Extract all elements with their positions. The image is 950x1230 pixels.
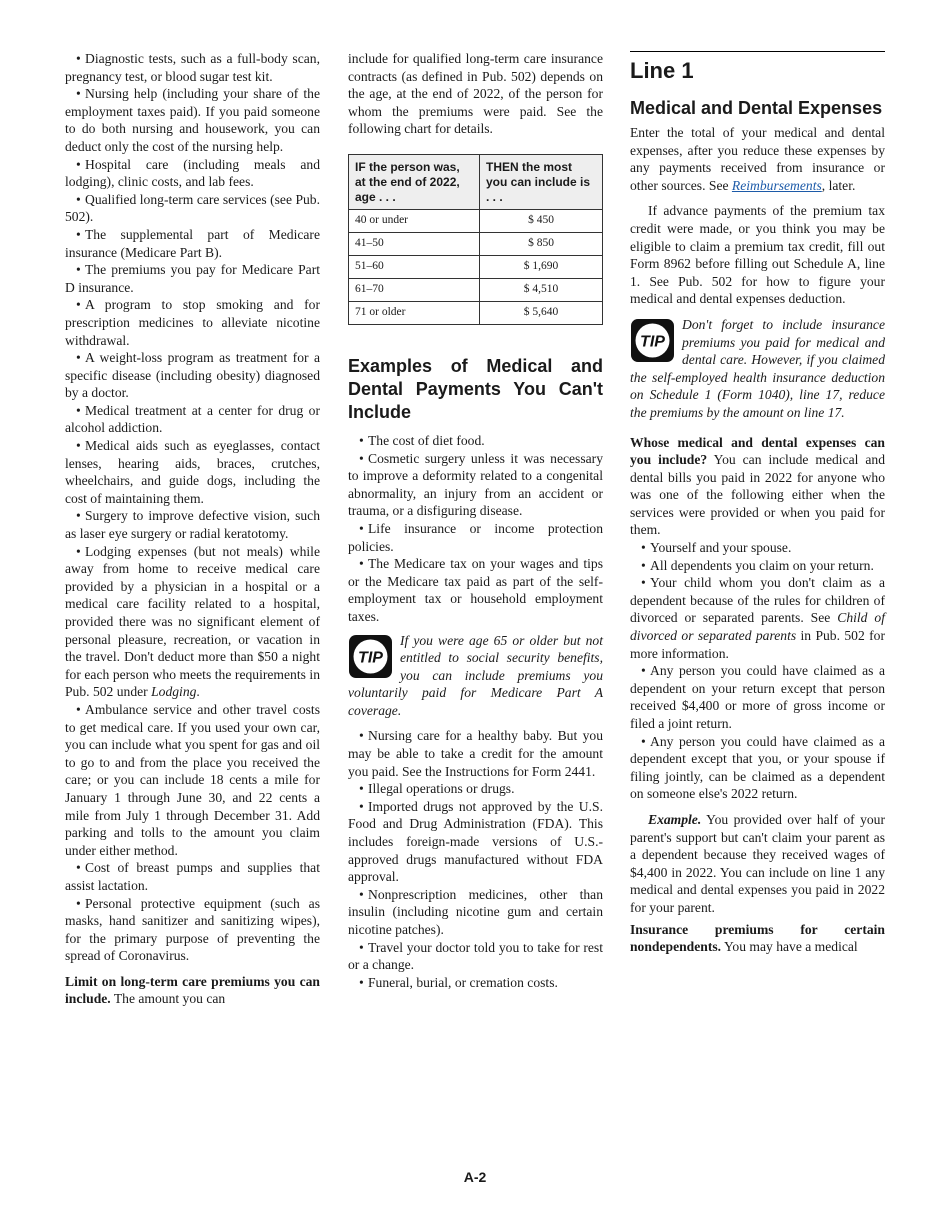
reimbursements-link[interactable]: Reimbursements — [731, 177, 822, 193]
list-item: • Ambulance service and other travel costs to get medical care. If you used your own car, you can include what you spent for gas and oil to go to and from the place you received the care; or you can include 18 cents a mile for January 1 through June 30, and 22 cents a mile from July 1 through December 31. Add parking and tolls to the amount you claim under either method. — [65, 701, 320, 859]
limit-run-in-heading: Limit on long-term care premiums you can include. — [65, 973, 320, 1007]
age-cell: 51–60 — [349, 255, 480, 278]
list-item: • Life insurance or income protection policies. — [348, 520, 603, 555]
premium-limit-table — [348, 154, 603, 325]
child-ref: Child of divorced or separated parents — [630, 610, 885, 644]
limit-paragraph — [65, 973, 320, 1008]
table-row — [349, 232, 603, 255]
list-item: • Yourself and your spouse. — [630, 539, 885, 557]
list-item — [630, 574, 885, 662]
list-item: • The premiums you pay for Medicare Part D insurance. — [65, 261, 320, 296]
lodging-ref: Lodging — [151, 684, 197, 700]
tip-text: Don't forget to include insurance premiums you paid for medical and dental care. However, if you claimed the self-employed health insurance deduction on Schedule 1 (Form 1040), line 17, reduce the premiums by the amount on line 17. — [630, 316, 885, 420]
list-item: • Cost of breast pumps and supplies that assist lactation. — [65, 859, 320, 894]
amount-cell: $ 4,510 — [480, 278, 603, 301]
insurance-run-in-heading: Insurance premiums for certain nondependents. — [630, 921, 885, 955]
svg-text:TIP: TIP — [358, 649, 383, 666]
section-rule — [630, 51, 885, 52]
whose-run-in-heading: Whose medical and dental expenses can you include? — [630, 434, 885, 468]
list-item: • Medical treatment at a center for drug or alcohol addiction. — [65, 402, 320, 437]
list-item: • Cosmetic surgery unless it was necessary to improve a deformity related to a congenital abnormality, an injury from an accident or trauma, or a disfiguring disease. — [348, 450, 603, 520]
tip-box — [348, 632, 603, 720]
list-item: • A weight-loss program as treatment for a specific disease (including obesity) diagnosed by a doctor. — [65, 349, 320, 402]
amount-cell: $ 450 — [480, 209, 603, 232]
tip-icon — [348, 634, 393, 679]
line-heading: Line 1 — [630, 58, 694, 83]
age-cell: 71 or older — [349, 301, 480, 324]
list-item: • A program to stop smoking and for prescription medicines to alleviate nicotine withdrawal. — [65, 296, 320, 349]
table-row — [349, 255, 603, 278]
p1-text: Enter the total of your medical and dental expenses, after you reduce these expenses by any payments received from insurance or other sources. See — [630, 125, 885, 193]
example-text: You provided over half of your parent's support but can't claim your parent as a dependent because they received wages of $4,400 in 2022. You can include on line 1 any medical and dental expenses you paid in 2022 for your parent. — [630, 811, 885, 915]
list-item: • Personal protective equipment (such as masks, hand sanitizer and sanitizing wipes), for the primary purpose of preventing the spread of Coronavirus. — [65, 895, 320, 965]
lodging-end: . — [196, 684, 200, 700]
examples-heading: Examples of Medical and Dental Payments You Can't Include — [348, 355, 603, 422]
page-number: A-2 — [463, 1169, 487, 1185]
age-cell: 61–70 — [349, 278, 480, 301]
intro-paragraph: include for qualified long-term care insurance contracts (as defined in Pub. 502) depends on the age, at the end of 2022, of the person for whom the premiums were paid. See the following chart for details. — [348, 51, 603, 137]
list-item: • Qualified long-term care services (see Pub. 502). — [65, 191, 320, 226]
list-item: • Surgery to improve defective vision, such as laser eye surgery or radial keratotomy. — [65, 507, 320, 542]
table-row — [349, 301, 603, 324]
lodging-text: Lodging expenses (but not meals) while away from home to receive medical care provided by a physician in a hospital or a medical care facility related to a hospital, provided there was no significant element of personal pleasure, recreation, or vacation in the travel. Don't deduct more than $50 a night for each person who meets the requirements in Pub. 502 under — [65, 543, 320, 700]
list-item: • Nonprescription medicines, other than insulin (including nicotine gum and certain nicotine patches). — [348, 886, 603, 939]
whose-paragraph — [630, 434, 885, 540]
list-item: • Any person you could have claimed as a dependent on your return except that person received $4,400 or more of gross income or filed a joint return. — [630, 662, 885, 732]
table-header-row — [349, 154, 603, 209]
limit-text: The amount you can — [110, 991, 226, 1007]
table-header-amount: THEN the most you can include is . . . — [480, 154, 603, 209]
svg-text:TIP: TIP — [640, 333, 665, 351]
intro-paragraph — [630, 124, 885, 194]
child-end: in Pub. 502 for more information. — [630, 628, 885, 661]
age-cell: 40 or under — [349, 209, 480, 232]
amount-cell: $ 850 — [480, 232, 603, 255]
p1-end: , later. — [821, 177, 856, 193]
amount-cell: $ 5,640 — [480, 301, 603, 324]
age-cell: 41–50 — [349, 232, 480, 255]
list-item: • Illegal operations or drugs. — [348, 780, 603, 798]
table-header-age: IF the person was, at the end of 2022, age . . . — [349, 154, 480, 209]
list-item: • The Medicare tax on your wages and tips or the Medicare tax paid as part of the self-employment tax or household employment taxes. — [348, 555, 603, 625]
list-item: • The supplemental part of Medicare insurance (Medicare Part B). — [65, 226, 320, 261]
list-item: • Travel your doctor told you to take for rest or a change. — [348, 939, 603, 974]
example-paragraph — [630, 811, 885, 917]
whose-text: You can include medical and dental bills you paid in 2022 for anyone who was one of the following either when the services were provided or when you paid for them. — [630, 452, 885, 538]
column-3 — [630, 50, 885, 956]
list-item: • Funeral, burial, or cremation costs. — [348, 974, 603, 992]
list-item: • Nursing help (including your share of the employment taxes paid). If you paid someone to do both nursing and housework, you can deduct only the cost of the nursing help. — [65, 85, 320, 155]
list-item: • Nursing care for a healthy baby. But you may be able to take a credit for the amount you paid. See the Instructions for Form 2441. — [348, 727, 603, 780]
tip-box — [630, 316, 885, 422]
list-item — [65, 543, 320, 701]
column-2 — [348, 50, 603, 991]
list-item: • The cost of diet food. — [348, 432, 603, 450]
list-item: • Medical aids such as eyeglasses, contact lenses, hearing aids, braces, crutches, wheelchairs, and guide dogs, including the cost of maintaining them. — [65, 437, 320, 507]
table-row — [349, 209, 603, 232]
list-item: • Any person you could have claimed as a dependent except that you, or your spouse if filing jointly, can be claimed as a dependent on someone else's 2022 return. — [630, 733, 885, 803]
insurance-paragraph — [630, 921, 885, 956]
amount-cell: $ 1,690 — [480, 255, 603, 278]
list-item: • Imported drugs not approved by the U.S. Food and Drug Administration (FDA). This includes foreign-made versions of U.S.-approved drugs manufactured without FDA approval. — [348, 798, 603, 886]
example-label: Example. — [648, 811, 702, 827]
list-item: • All dependents you claim on your return. — [630, 557, 885, 575]
section-heading: Medical and Dental Expenses — [630, 98, 883, 118]
insurance-text: You may have a medical — [721, 939, 858, 955]
table-row — [349, 278, 603, 301]
child-text: Your child whom you don't claim as a dependent because of the rules for children of divorced or separated parents. See — [630, 575, 885, 626]
tip-icon — [630, 318, 675, 363]
tip-text: If you were age 65 or older but not entitled to social security benefits, you can include premiums you voluntarily paid for Medicare Part A coverage. — [348, 632, 603, 718]
ptc-paragraph: If advance payments of the premium tax credit were made, or you think you may be eligible to claim a premium tax credit, fill out Form 8962 before filling out Schedule A, line 1. See Pub. 502 for how to figure your medical and dental expenses deduction. — [630, 203, 885, 307]
list-item: • Hospital care (including meals and lodging), clinic costs, and lab fees. — [65, 156, 320, 191]
list-item: • Diagnostic tests, such as a full-body scan, pregnancy test, or blood sugar test kit. — [65, 50, 320, 85]
column-1 — [65, 50, 320, 1008]
